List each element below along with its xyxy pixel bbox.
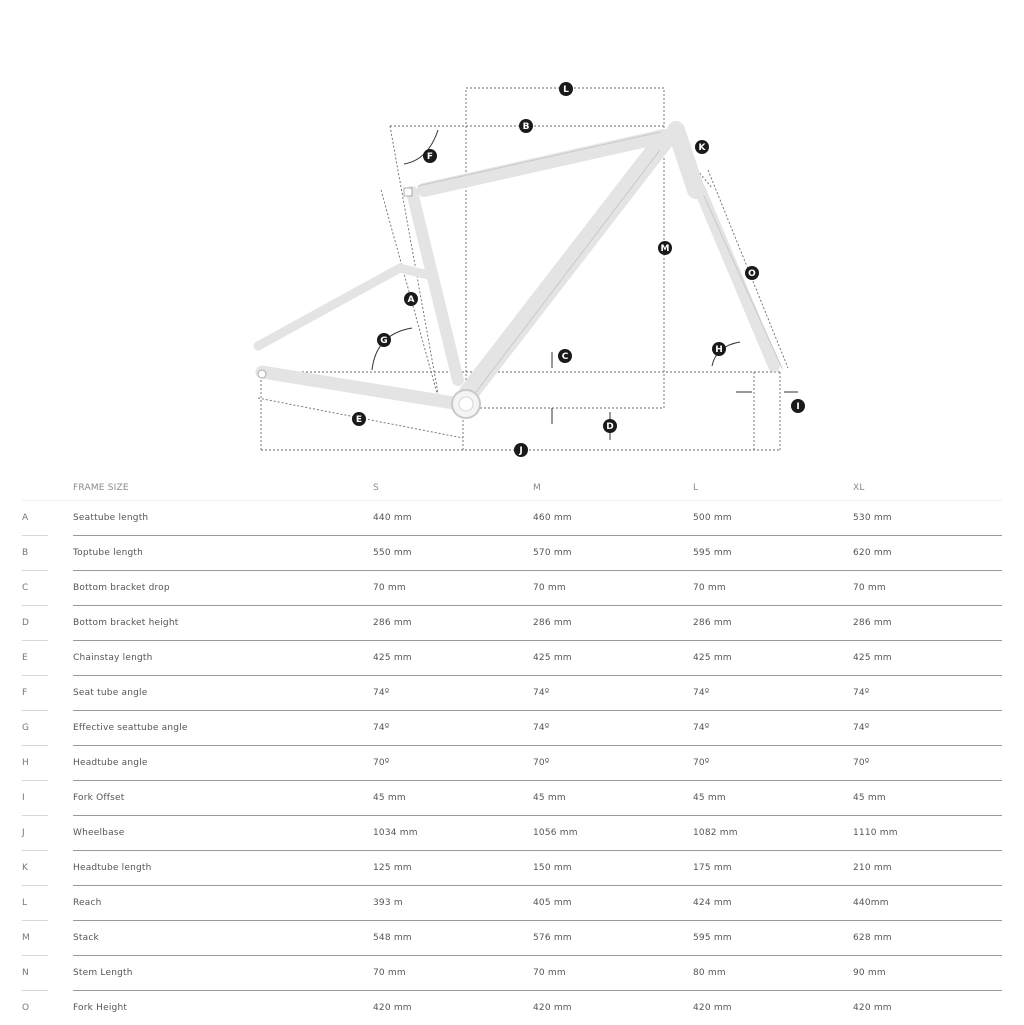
table-row bbox=[22, 886, 1002, 921]
row-value-xl: 70º bbox=[853, 746, 1002, 781]
svg-text:C: C bbox=[562, 352, 569, 362]
row-measurement-name: Bottom bracket height bbox=[73, 606, 373, 641]
row-value-l: 1082 mm bbox=[693, 816, 853, 851]
dimension-label-h bbox=[712, 342, 726, 356]
row-value-m: 70 mm bbox=[533, 956, 693, 991]
svg-text:B: B bbox=[523, 122, 530, 132]
row-value-m: 1056 mm bbox=[533, 816, 693, 851]
row-value-m: 150 mm bbox=[533, 851, 693, 886]
dimension-label-i bbox=[791, 399, 805, 413]
svg-text:G: G bbox=[380, 336, 387, 346]
row-code: I bbox=[22, 781, 48, 816]
row-value-s: 70º bbox=[373, 746, 533, 781]
row-value-s: 550 mm bbox=[373, 536, 533, 571]
row-spacer bbox=[48, 711, 73, 746]
row-code: G bbox=[22, 711, 48, 746]
row-code: J bbox=[22, 816, 48, 851]
row-value-m: 570 mm bbox=[533, 536, 693, 571]
table-row bbox=[22, 781, 1002, 816]
row-value-s: 420 mm bbox=[373, 991, 533, 1025]
row-spacer bbox=[48, 921, 73, 956]
svg-text:O: O bbox=[748, 269, 756, 279]
row-code: F bbox=[22, 676, 48, 711]
row-code: K bbox=[22, 851, 48, 886]
header-spacer bbox=[22, 476, 48, 501]
svg-text:D: D bbox=[606, 422, 613, 432]
row-spacer bbox=[48, 746, 73, 781]
table-row bbox=[22, 851, 1002, 886]
row-measurement-name: Bottom bracket drop bbox=[73, 571, 373, 606]
row-value-m: 286 mm bbox=[533, 606, 693, 641]
row-value-xl: 440mm bbox=[853, 886, 1002, 921]
row-spacer bbox=[48, 676, 73, 711]
row-measurement-name: Toptube length bbox=[73, 536, 373, 571]
header-spacer bbox=[48, 476, 73, 501]
header-size-l: L bbox=[693, 476, 853, 501]
row-value-xl: 286 mm bbox=[853, 606, 1002, 641]
row-value-l: 70 mm bbox=[693, 571, 853, 606]
row-spacer bbox=[48, 781, 73, 816]
row-spacer bbox=[48, 816, 73, 851]
header-size-m: M bbox=[533, 476, 693, 501]
dimension-label-l bbox=[559, 82, 573, 96]
table-row bbox=[22, 606, 1002, 641]
row-measurement-name: Headtube angle bbox=[73, 746, 373, 781]
row-code: A bbox=[22, 501, 48, 536]
row-value-l: 74º bbox=[693, 711, 853, 746]
row-value-m: 460 mm bbox=[533, 501, 693, 536]
dimension-lines bbox=[258, 88, 788, 450]
row-value-m: 425 mm bbox=[533, 641, 693, 676]
row-spacer bbox=[48, 641, 73, 676]
row-code: L bbox=[22, 886, 48, 921]
row-value-m: 70º bbox=[533, 746, 693, 781]
svg-text:K: K bbox=[699, 143, 707, 153]
row-measurement-name: Fork Offset bbox=[73, 781, 373, 816]
row-value-s: 286 mm bbox=[373, 606, 533, 641]
dimension-label-c bbox=[558, 349, 572, 363]
row-measurement-name: Reach bbox=[73, 886, 373, 921]
row-spacer bbox=[48, 991, 73, 1025]
svg-text:L: L bbox=[563, 85, 569, 95]
bike-frame bbox=[258, 130, 782, 418]
table-row bbox=[22, 956, 1002, 991]
row-value-l: 70º bbox=[693, 746, 853, 781]
row-value-xl: 90 mm bbox=[853, 956, 1002, 991]
row-code: H bbox=[22, 746, 48, 781]
row-value-xl: 420 mm bbox=[853, 991, 1002, 1025]
svg-text:F: F bbox=[427, 152, 433, 162]
row-value-s: 70 mm bbox=[373, 956, 533, 991]
header-frame-size: FRAME SIZE bbox=[73, 476, 373, 501]
row-value-s: 125 mm bbox=[373, 851, 533, 886]
row-measurement-name: Effective seattube angle bbox=[73, 711, 373, 746]
row-measurement-name: Stack bbox=[73, 921, 373, 956]
row-value-m: 405 mm bbox=[533, 886, 693, 921]
dimension-label-a bbox=[404, 292, 418, 306]
row-code: D bbox=[22, 606, 48, 641]
svg-text:A: A bbox=[408, 295, 415, 305]
row-value-m: 74º bbox=[533, 676, 693, 711]
row-value-s: 45 mm bbox=[373, 781, 533, 816]
geometry-table bbox=[22, 476, 1002, 1025]
row-value-m: 576 mm bbox=[533, 921, 693, 956]
row-value-l: 80 mm bbox=[693, 956, 853, 991]
table-row bbox=[22, 746, 1002, 781]
row-value-l: 424 mm bbox=[693, 886, 853, 921]
row-value-s: 74º bbox=[373, 676, 533, 711]
row-value-m: 74º bbox=[533, 711, 693, 746]
row-value-xl: 74º bbox=[853, 676, 1002, 711]
table-row bbox=[22, 641, 1002, 676]
header-size-s: S bbox=[373, 476, 533, 501]
row-measurement-name: Seat tube angle bbox=[73, 676, 373, 711]
row-value-xl: 530 mm bbox=[853, 501, 1002, 536]
row-code: N bbox=[22, 956, 48, 991]
row-spacer bbox=[48, 536, 73, 571]
table-row bbox=[22, 711, 1002, 746]
svg-text:J: J bbox=[518, 446, 522, 456]
row-value-l: 74º bbox=[693, 676, 853, 711]
row-value-s: 74º bbox=[373, 711, 533, 746]
row-value-l: 45 mm bbox=[693, 781, 853, 816]
row-spacer bbox=[48, 886, 73, 921]
row-value-xl: 70 mm bbox=[853, 571, 1002, 606]
row-value-xl: 45 mm bbox=[853, 781, 1002, 816]
row-value-xl: 74º bbox=[853, 711, 1002, 746]
frame-geometry-diagram bbox=[0, 0, 1024, 470]
row-code: O bbox=[22, 991, 48, 1025]
row-value-l: 595 mm bbox=[693, 536, 853, 571]
table-row bbox=[22, 816, 1002, 851]
row-measurement-name: Fork Height bbox=[73, 991, 373, 1025]
dimension-label-b bbox=[519, 119, 533, 133]
row-value-m: 70 mm bbox=[533, 571, 693, 606]
table-row bbox=[22, 501, 1002, 536]
table-row bbox=[22, 536, 1002, 571]
svg-text:I: I bbox=[796, 402, 799, 412]
dimension-label-g bbox=[377, 333, 391, 347]
table-row bbox=[22, 676, 1002, 711]
row-value-s: 70 mm bbox=[373, 571, 533, 606]
row-spacer bbox=[48, 501, 73, 536]
dimension-label-m bbox=[658, 241, 672, 255]
row-value-s: 548 mm bbox=[373, 921, 533, 956]
row-spacer bbox=[48, 606, 73, 641]
row-value-s: 393 m bbox=[373, 886, 533, 921]
row-value-l: 286 mm bbox=[693, 606, 853, 641]
header-size-xl: XL bbox=[853, 476, 1002, 501]
svg-text:H: H bbox=[715, 345, 723, 355]
row-code: B bbox=[22, 536, 48, 571]
row-value-l: 425 mm bbox=[693, 641, 853, 676]
row-measurement-name: Wheelbase bbox=[73, 816, 373, 851]
table-row bbox=[22, 991, 1002, 1025]
row-value-s: 1034 mm bbox=[373, 816, 533, 851]
row-value-m: 420 mm bbox=[533, 991, 693, 1025]
row-value-l: 175 mm bbox=[693, 851, 853, 886]
dimension-label-d bbox=[603, 419, 617, 433]
dimension-label-e bbox=[352, 412, 366, 426]
row-measurement-name: Headtube length bbox=[73, 851, 373, 886]
svg-text:M: M bbox=[661, 244, 670, 254]
table-row bbox=[22, 571, 1002, 606]
row-value-l: 500 mm bbox=[693, 501, 853, 536]
svg-text:E: E bbox=[356, 415, 362, 425]
row-value-l: 595 mm bbox=[693, 921, 853, 956]
dimension-label-k bbox=[695, 140, 709, 154]
row-value-xl: 210 mm bbox=[853, 851, 1002, 886]
row-value-xl: 620 mm bbox=[853, 536, 1002, 571]
row-value-m: 45 mm bbox=[533, 781, 693, 816]
row-spacer bbox=[48, 956, 73, 991]
row-value-xl: 425 mm bbox=[853, 641, 1002, 676]
row-code: M bbox=[22, 921, 48, 956]
row-measurement-name: Seattube length bbox=[73, 501, 373, 536]
dimension-label-f bbox=[423, 149, 437, 163]
table-row bbox=[22, 921, 1002, 956]
row-value-l: 420 mm bbox=[693, 991, 853, 1025]
row-spacer bbox=[48, 571, 73, 606]
row-value-xl: 628 mm bbox=[853, 921, 1002, 956]
dimension-label-j bbox=[514, 443, 528, 457]
row-measurement-name: Chainstay length bbox=[73, 641, 373, 676]
row-code: E bbox=[22, 641, 48, 676]
row-value-s: 440 mm bbox=[373, 501, 533, 536]
table-header-row bbox=[22, 476, 1002, 501]
dimension-label-o bbox=[745, 266, 759, 280]
row-value-s: 425 mm bbox=[373, 641, 533, 676]
row-code: C bbox=[22, 571, 48, 606]
row-measurement-name: Stem Length bbox=[73, 956, 373, 991]
row-spacer bbox=[48, 851, 73, 886]
row-value-xl: 1110 mm bbox=[853, 816, 1002, 851]
